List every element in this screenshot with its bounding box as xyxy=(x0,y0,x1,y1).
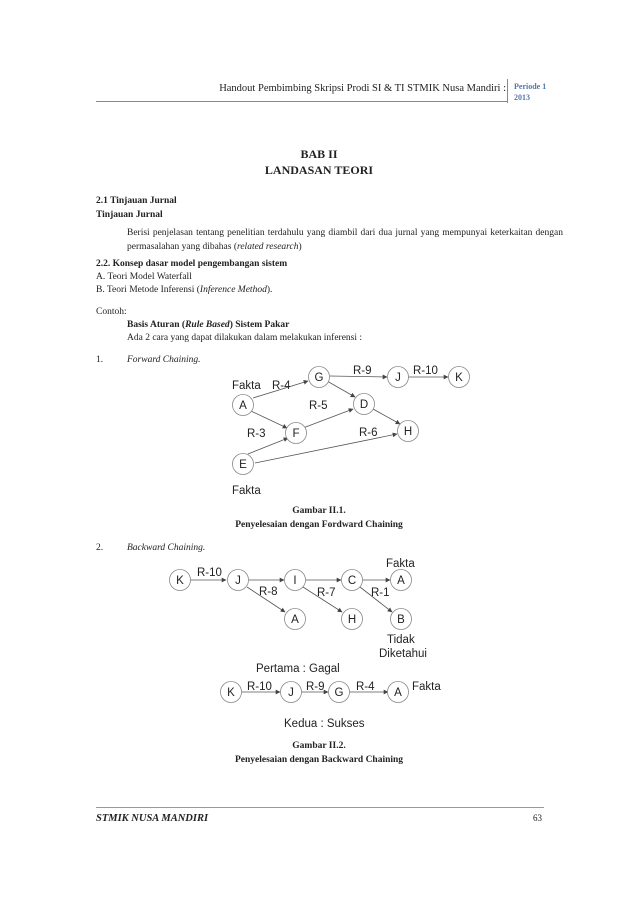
node2-j-label: J xyxy=(288,687,294,699)
node-d-label: D xyxy=(359,399,369,411)
edge-e-f xyxy=(248,438,288,454)
node-j2-label: J xyxy=(235,575,241,587)
item-b-end: ). xyxy=(266,285,273,295)
item-b-italic: Inference Method xyxy=(199,285,267,295)
fig2-fakta-label: Fakta xyxy=(386,558,415,570)
rule-r6-label: R-6 xyxy=(359,427,378,439)
fig2-r7-label: R-7 xyxy=(317,587,336,599)
item2-text: Backward Chaining. xyxy=(127,543,206,553)
section-2-1-subheading: Tinjauan Jurnal xyxy=(96,210,163,220)
example-heading-italic: Rule Based xyxy=(185,320,230,330)
node2-k-label: K xyxy=(227,687,235,699)
node-k-label: K xyxy=(455,372,463,384)
node2-g-label: G xyxy=(334,687,344,699)
figure2-caption-title: Penyelesaian dengan Backward Chaining xyxy=(234,755,404,765)
edge-d-h xyxy=(373,409,400,424)
figure2-caption-number: Gambar II.2. xyxy=(292,741,346,751)
page-number: 63 xyxy=(533,813,542,823)
node-a2-bottom-label: A xyxy=(291,614,299,626)
item2-number: 2. xyxy=(96,543,104,553)
example-intro: Ada 2 cara yang dapat dilakukan dalam melakukan inferensi : xyxy=(127,333,363,343)
section-2-2-item-a: A. Teori Model Waterfall xyxy=(96,272,192,282)
node-g-label: G xyxy=(314,372,324,384)
node-j-label: J xyxy=(395,372,401,384)
period-line1: Periode 1 xyxy=(514,82,547,91)
footer-institution: STMIK NUSA MANDIRI xyxy=(96,813,209,824)
header-title: Handout Pembimbing Skripsi Prodi SI & TI STMIK Nusa Mandiri : xyxy=(219,83,506,94)
chapter-number: BAB II xyxy=(300,147,338,161)
rule-r5-label: R-5 xyxy=(309,400,328,412)
fig2-diketahui-label: Diketahui xyxy=(379,648,427,660)
edge-g-d xyxy=(327,381,355,397)
node-a2-top-label: A xyxy=(397,575,405,587)
node-h2-label: H xyxy=(347,614,357,626)
paragraph-text: Berisi penjelasan tentang penelitian terdahulu yang diambil dari dua jurnal yang mempunyai keterkaitan dengan permasalahan yang dibahas ( xyxy=(127,228,563,252)
fig2-r10-label: R-10 xyxy=(197,567,222,579)
figure1-caption-number: Gambar II.1. xyxy=(292,506,346,516)
second-r4-label: R-4 xyxy=(356,681,375,693)
node-i2-label: I xyxy=(293,575,297,587)
figure1-caption-title: Penyelesaian dengan Fordward Chaining xyxy=(235,520,403,530)
item1-number: 1. xyxy=(96,355,104,365)
node-e-label: E xyxy=(239,459,247,471)
fig2-r1-label: R-1 xyxy=(371,587,390,599)
fakta-bottom-label: Fakta xyxy=(232,485,261,497)
second-r10-label: R-10 xyxy=(247,681,272,693)
rule-r4-label: R-4 xyxy=(272,380,291,392)
node-h-label: H xyxy=(403,426,413,438)
fig2-pertama-label: Pertama : Gagal xyxy=(256,663,340,675)
paragraph-end: ) xyxy=(298,242,302,252)
fig2-tidak-label: Tidak xyxy=(387,634,415,646)
example-label: Contoh: xyxy=(96,307,127,317)
second-r9-label: R-9 xyxy=(306,681,325,693)
rule-r3-label: R-3 xyxy=(247,428,266,440)
section-2-2-heading: 2.2. Konsep dasar model pengembangan sistem xyxy=(96,259,288,269)
node-c2-label: C xyxy=(347,575,357,587)
edge-a-f xyxy=(251,411,287,428)
node2-a-label: A xyxy=(394,687,402,699)
example-heading-end: ) Sistem Pakar xyxy=(229,320,290,330)
node-k2-label: K xyxy=(176,575,184,587)
chapter-title: LANDASAN TEORI xyxy=(264,163,374,177)
second-fakta-label: Fakta xyxy=(412,681,441,693)
kedua-label: Kedua : Sukses xyxy=(284,718,365,730)
footer-rule xyxy=(96,807,544,808)
node-b2-label: B xyxy=(397,614,405,626)
item1-text: Forward Chaining. xyxy=(127,355,201,365)
node-a-label: A xyxy=(239,400,247,412)
rule-r9-label: R-9 xyxy=(353,365,372,377)
section-2-1-heading: 2.1 Tinjauan Jurnal xyxy=(96,196,177,206)
period-line2: 2013 xyxy=(514,93,530,102)
example-heading-text: Basis Aturan ( xyxy=(127,320,186,330)
fig2-r8-label: R-8 xyxy=(259,586,278,598)
node-f-label: F xyxy=(292,428,300,440)
paragraph-italic: related research xyxy=(237,242,299,252)
fakta-top-label: Fakta xyxy=(232,380,261,392)
rule-r10-label: R-10 xyxy=(413,365,438,377)
item-b-text: B. Teori Metode Inferensi ( xyxy=(96,285,200,295)
